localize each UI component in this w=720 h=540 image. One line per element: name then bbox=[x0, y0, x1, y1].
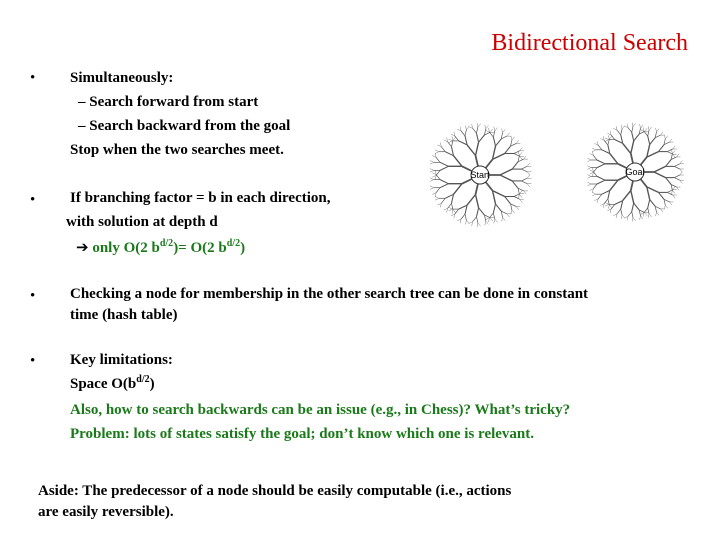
tree-branch bbox=[628, 128, 632, 133]
tree-branch bbox=[592, 150, 596, 152]
tree-branch bbox=[624, 126, 628, 128]
bullet-marker: • bbox=[30, 353, 36, 369]
tree-branch bbox=[502, 217, 503, 221]
tree-branch bbox=[640, 130, 644, 132]
tree-branch bbox=[435, 193, 436, 197]
tree-branch bbox=[644, 131, 648, 136]
tree-branch bbox=[632, 132, 634, 141]
tree-branch bbox=[449, 139, 453, 141]
tree-branch bbox=[605, 140, 609, 142]
tree-branch bbox=[493, 137, 495, 146]
tree-branch bbox=[453, 137, 456, 140]
tree-branch bbox=[664, 135, 665, 139]
tree-branch bbox=[444, 140, 448, 142]
tree-branch bbox=[643, 127, 644, 131]
tree-branch bbox=[673, 195, 676, 198]
tree-branch bbox=[650, 138, 656, 145]
tree-branch bbox=[500, 175, 512, 181]
tree-branch bbox=[505, 197, 511, 204]
tree-branch bbox=[672, 190, 673, 194]
tree-branch bbox=[489, 218, 490, 222]
tree-branch bbox=[595, 143, 599, 145]
checking-line: Checking a node for membership in the other search tree can be done in constant bbox=[70, 286, 589, 302]
tree-branch bbox=[621, 125, 622, 129]
tree-branch bbox=[516, 140, 519, 143]
space-complexity: Space $O(b^{d/2})$ bbox=[70, 374, 155, 392]
tree-branch bbox=[430, 162, 434, 164]
tree-branch bbox=[645, 128, 648, 131]
tree-branch bbox=[496, 204, 502, 211]
tree-branch bbox=[467, 195, 475, 206]
tree-branch bbox=[465, 130, 466, 136]
simultaneous-heading: Simultaneously: bbox=[70, 70, 174, 86]
tree-branch bbox=[519, 194, 522, 197]
tree-branch bbox=[527, 163, 530, 166]
tree-branch bbox=[430, 169, 434, 171]
tree-branch bbox=[493, 131, 494, 137]
tree-branch bbox=[597, 141, 598, 145]
tree-branch bbox=[641, 216, 644, 219]
tree-branch bbox=[617, 130, 621, 135]
tree-branch bbox=[432, 156, 436, 158]
tree-branch bbox=[473, 128, 477, 133]
tree-branch bbox=[435, 197, 439, 199]
tree-branch bbox=[519, 152, 522, 155]
tree-branch bbox=[673, 187, 676, 190]
tree-branch bbox=[680, 180, 683, 183]
tree-branch bbox=[477, 123, 478, 127]
tree-branch bbox=[486, 221, 489, 224]
tree-branch bbox=[440, 162, 448, 166]
tree-branch bbox=[514, 194, 520, 197]
right-arrow-icon: ➔ bbox=[76, 238, 89, 256]
tree-branch bbox=[447, 138, 448, 142]
tree-branch bbox=[512, 162, 518, 169]
tree-branch bbox=[503, 217, 506, 220]
tree-branch bbox=[661, 209, 664, 212]
tree-branch bbox=[449, 141, 453, 143]
tree-branch bbox=[649, 127, 652, 130]
tree-branch bbox=[610, 131, 611, 135]
tree-branch bbox=[593, 168, 594, 172]
tree-branch bbox=[641, 125, 644, 128]
tree-branch bbox=[598, 145, 602, 150]
tree-branch bbox=[656, 212, 657, 216]
tree-branch bbox=[673, 154, 676, 157]
tree-branch bbox=[597, 199, 598, 203]
tree-branch bbox=[466, 126, 467, 130]
tree-branch bbox=[507, 133, 510, 136]
tree-branch bbox=[440, 203, 441, 207]
tree-branch bbox=[477, 217, 478, 223]
tree-branch bbox=[440, 166, 448, 170]
tree-branch bbox=[674, 164, 679, 167]
tree-branch bbox=[672, 190, 675, 193]
tree-branch bbox=[472, 124, 473, 128]
checking-line-2: time (hash table) bbox=[70, 307, 178, 323]
tree-branch bbox=[610, 154, 618, 164]
tree-branch bbox=[621, 215, 622, 219]
tree-branch bbox=[453, 210, 456, 213]
tree-branch bbox=[672, 151, 675, 154]
tree-branch bbox=[640, 124, 641, 128]
tree-branch bbox=[477, 133, 479, 142]
tree-branch bbox=[587, 168, 591, 170]
tree-branch bbox=[524, 156, 527, 159]
tree-branch bbox=[593, 184, 597, 189]
tree-branch bbox=[503, 129, 506, 132]
tree-branch bbox=[441, 198, 445, 203]
tree-branch bbox=[661, 132, 664, 135]
tree-branch bbox=[454, 156, 463, 167]
tree-branch bbox=[605, 138, 609, 140]
tree-branch bbox=[587, 182, 591, 184]
tree-branch bbox=[512, 181, 518, 188]
tree-branch bbox=[627, 124, 628, 128]
tree-branch bbox=[507, 214, 510, 217]
tree-branch bbox=[633, 218, 636, 221]
backward-issue: Also, how to search backwards can be an issue (e.g., in Chess)? What’s tricky? bbox=[70, 402, 571, 418]
tree-branch bbox=[430, 178, 434, 180]
tree-branch bbox=[595, 199, 599, 201]
tree-branch bbox=[617, 209, 621, 214]
tree-branch bbox=[430, 180, 434, 182]
tree-branch bbox=[632, 123, 633, 127]
branching-line: If branching factor = b in each direction, bbox=[70, 190, 331, 206]
tree-branch bbox=[677, 187, 680, 190]
tree-branch bbox=[623, 191, 631, 201]
tree-branch bbox=[645, 213, 648, 216]
tree-branch bbox=[435, 152, 439, 154]
tree-branch bbox=[436, 157, 440, 162]
tree-branch bbox=[664, 205, 665, 209]
tree-branch bbox=[633, 123, 636, 126]
tree-branch bbox=[607, 209, 611, 211]
tree-branch bbox=[495, 219, 498, 222]
tree-branch bbox=[435, 198, 439, 200]
tree-branch bbox=[608, 139, 609, 145]
tree-branch bbox=[477, 127, 478, 133]
tree-branch bbox=[520, 190, 523, 193]
tree-branch bbox=[455, 136, 459, 141]
tree-branch bbox=[587, 175, 591, 177]
tree-branch bbox=[522, 181, 528, 184]
tree-branch bbox=[648, 126, 649, 130]
goal-problem: Problem: lots of states satisfy the goal; don’t know which one is relevant. bbox=[70, 426, 535, 442]
tree-branch bbox=[511, 210, 512, 214]
tree-branch bbox=[674, 175, 679, 178]
tree-branch bbox=[622, 215, 625, 218]
tree-branch bbox=[494, 219, 495, 223]
bullet-marker: • bbox=[30, 70, 36, 86]
tree-branch bbox=[608, 135, 609, 139]
tree-branch bbox=[490, 129, 493, 132]
tree-branch bbox=[527, 184, 530, 187]
tree-branch bbox=[605, 204, 609, 206]
tree-branch bbox=[454, 184, 463, 195]
tree-branch bbox=[496, 139, 502, 146]
tree-branch bbox=[495, 128, 498, 131]
tree-branch bbox=[598, 194, 602, 199]
complexity-line bbox=[76, 235, 245, 260]
tree-branch bbox=[486, 218, 490, 220]
tree-branch bbox=[656, 128, 657, 132]
tree-branch bbox=[449, 207, 453, 209]
tree-branch bbox=[680, 172, 683, 175]
tree-branch bbox=[437, 145, 441, 147]
tree-branch bbox=[455, 209, 459, 214]
goal-node-label: Goal bbox=[625, 167, 645, 177]
tree-branch bbox=[447, 208, 448, 212]
search-trees-illustration bbox=[398, 100, 720, 246]
tree-branch bbox=[634, 134, 640, 141]
stop-condition: Stop when the two searches meet. bbox=[70, 142, 284, 158]
tree-branch bbox=[502, 129, 503, 133]
tree-branch bbox=[592, 194, 596, 196]
tree-branch bbox=[522, 169, 528, 172]
tree-branch bbox=[490, 213, 494, 218]
tree-branch bbox=[650, 200, 656, 207]
tree-branch bbox=[631, 141, 634, 154]
tree-branch bbox=[593, 155, 597, 160]
tree-branch bbox=[632, 203, 634, 212]
tree-branch bbox=[518, 194, 519, 198]
tree-branch bbox=[657, 129, 660, 132]
tree-branch bbox=[452, 136, 453, 140]
tree-branch bbox=[477, 223, 478, 227]
tree-branch bbox=[440, 180, 448, 184]
tree-branch bbox=[527, 172, 530, 175]
tree-branch bbox=[527, 175, 530, 178]
tree-branch bbox=[648, 208, 649, 214]
tree-branch bbox=[490, 132, 494, 137]
tree-branch bbox=[587, 158, 591, 160]
tree-branch bbox=[648, 200, 650, 209]
tree-branch bbox=[605, 203, 609, 205]
tree-branch bbox=[479, 135, 485, 142]
tree-branch bbox=[587, 160, 591, 162]
tree-branch bbox=[440, 184, 448, 188]
tree-branch bbox=[607, 133, 611, 135]
tree-branch bbox=[648, 130, 649, 136]
tree-branch bbox=[469, 127, 473, 129]
tree-branch bbox=[432, 193, 436, 195]
tree-branch bbox=[490, 218, 493, 221]
tree-branch bbox=[592, 148, 596, 150]
tree-branch bbox=[627, 216, 628, 220]
tree-branch bbox=[466, 126, 469, 129]
bullet-marker: • bbox=[30, 288, 36, 304]
tree-branch bbox=[436, 170, 440, 175]
tree-branch bbox=[493, 213, 494, 219]
tree-branch bbox=[677, 154, 680, 157]
tree-branch bbox=[673, 146, 676, 149]
tree-branch bbox=[524, 191, 527, 194]
tree-branch bbox=[628, 212, 632, 217]
tree-branch bbox=[486, 130, 490, 132]
tree-branch bbox=[444, 208, 448, 210]
tree-branch bbox=[494, 127, 495, 131]
tree-branch bbox=[466, 220, 469, 223]
tree-branch bbox=[430, 188, 434, 190]
slide-title: Bidirectional Search bbox=[491, 30, 688, 56]
bullet-marker: • bbox=[30, 192, 36, 208]
tree-branch bbox=[601, 139, 605, 141]
complexity-text: only O(2 $b^{d/2})= O(2$ $b^{d/2}$) bbox=[92, 238, 246, 256]
tree-branch bbox=[611, 135, 615, 140]
tree-branch bbox=[657, 212, 660, 215]
tree-branch bbox=[680, 161, 683, 164]
tree-branch bbox=[436, 175, 440, 180]
tree-branch bbox=[593, 168, 597, 173]
tree-branch bbox=[461, 131, 465, 136]
tree-branch bbox=[500, 169, 512, 175]
tree-branch bbox=[486, 126, 489, 129]
tree-branch bbox=[601, 204, 605, 206]
tree-branch bbox=[590, 172, 594, 174]
tree-branch bbox=[644, 208, 648, 213]
tree-branch bbox=[430, 161, 434, 163]
tree-branch bbox=[590, 170, 594, 172]
tree-branch bbox=[485, 221, 486, 225]
tree-branch bbox=[522, 166, 528, 169]
tree-branch bbox=[467, 145, 475, 156]
tree-branch bbox=[473, 217, 477, 222]
tree-branch bbox=[449, 209, 453, 211]
tree-branch bbox=[631, 191, 634, 204]
tree-branch bbox=[640, 216, 641, 220]
tree-branch bbox=[649, 214, 652, 217]
tree-branch bbox=[477, 208, 479, 217]
tree-branch bbox=[593, 172, 594, 176]
tree-branch bbox=[634, 203, 640, 210]
search-forward-item: – Search forward from start bbox=[78, 94, 259, 110]
tree-branch bbox=[680, 169, 683, 172]
tree-branch bbox=[632, 127, 633, 133]
tree-branch bbox=[674, 166, 679, 169]
tree-branch bbox=[469, 222, 473, 224]
tree-branch bbox=[609, 205, 612, 208]
tree-branch bbox=[608, 199, 609, 205]
tree-branch bbox=[505, 146, 511, 153]
tree-branch bbox=[485, 125, 486, 129]
aside-line: Aside: The predecessor of a node should be easily computable (i.e., actions bbox=[38, 483, 512, 499]
tree-branch bbox=[587, 176, 591, 178]
start-node-label: Start bbox=[470, 170, 490, 180]
tree-branch bbox=[489, 128, 490, 132]
tree-branch bbox=[514, 154, 520, 157]
tree-branch bbox=[516, 207, 519, 210]
tree-branch bbox=[603, 204, 604, 208]
tree-branch bbox=[659, 192, 665, 199]
tree-branch bbox=[430, 186, 434, 188]
tree-branch bbox=[479, 208, 485, 215]
tree-branch bbox=[659, 145, 665, 152]
tree-branch bbox=[610, 180, 618, 190]
tree-branch bbox=[608, 205, 609, 209]
tree-branch bbox=[632, 218, 633, 222]
tree-branch bbox=[622, 126, 625, 129]
tree-branch bbox=[654, 172, 666, 178]
tree-branch bbox=[465, 214, 466, 220]
tree-branch bbox=[648, 214, 649, 218]
tree-branch bbox=[674, 178, 679, 181]
tree-branch bbox=[478, 223, 481, 226]
tree-branch bbox=[476, 142, 479, 155]
tree-branch bbox=[435, 153, 436, 157]
tree-branch bbox=[610, 209, 611, 213]
tree-branch bbox=[597, 180, 605, 184]
tree-branch bbox=[597, 164, 605, 168]
tree-branch bbox=[611, 204, 615, 209]
tree-branch bbox=[452, 210, 453, 214]
tree-branch bbox=[621, 209, 622, 215]
tree-branch bbox=[478, 124, 481, 127]
tree-branch bbox=[597, 176, 605, 180]
tree-branch bbox=[672, 150, 673, 154]
tree-branch bbox=[666, 178, 672, 185]
tree-branch bbox=[621, 129, 622, 135]
tree-branch bbox=[466, 220, 467, 224]
tree-branch bbox=[435, 150, 439, 152]
tree-branch bbox=[669, 139, 672, 142]
tree-branch bbox=[520, 147, 523, 150]
tree-branch bbox=[461, 214, 465, 219]
tree-branch bbox=[518, 152, 519, 156]
tree-branch bbox=[609, 136, 612, 139]
tree-branch bbox=[430, 170, 434, 172]
tree-branch bbox=[592, 192, 596, 194]
tree-branch bbox=[643, 213, 644, 217]
tree-branch bbox=[512, 137, 515, 140]
tree-branch bbox=[436, 188, 440, 193]
tree-branch bbox=[603, 136, 604, 140]
tree-branch bbox=[640, 213, 644, 215]
tree-branch bbox=[587, 166, 591, 168]
tree-branch bbox=[493, 204, 495, 213]
tree-branch bbox=[654, 166, 666, 172]
tree-branch bbox=[520, 156, 523, 159]
tree-branch bbox=[441, 147, 445, 152]
tree-branch bbox=[665, 205, 668, 208]
tree-branch bbox=[520, 199, 523, 202]
tree-branch bbox=[669, 202, 672, 205]
tree-branch bbox=[476, 195, 479, 208]
tree-branch bbox=[472, 222, 473, 226]
tree-branch bbox=[593, 172, 597, 177]
aside-line-2: are easily reversible). bbox=[38, 504, 174, 520]
tree-branch bbox=[437, 203, 441, 205]
limitations-heading: Key limitations: bbox=[70, 352, 173, 368]
tree-branch bbox=[597, 160, 605, 164]
search-backward-item: – Search backward from the goal bbox=[78, 118, 291, 134]
tree-branch bbox=[440, 143, 441, 147]
tree-branch bbox=[666, 160, 672, 167]
tree-branch bbox=[648, 136, 650, 145]
depth-line: with solution at depth d bbox=[66, 214, 218, 230]
tree-branch bbox=[511, 136, 512, 140]
tree-branch bbox=[632, 212, 633, 218]
tree-branch bbox=[665, 136, 668, 139]
tree-branch bbox=[512, 210, 515, 213]
tree-branch bbox=[623, 143, 631, 153]
tree-branch bbox=[587, 184, 591, 186]
tree-branch bbox=[522, 178, 528, 181]
tree-branch bbox=[624, 216, 628, 218]
